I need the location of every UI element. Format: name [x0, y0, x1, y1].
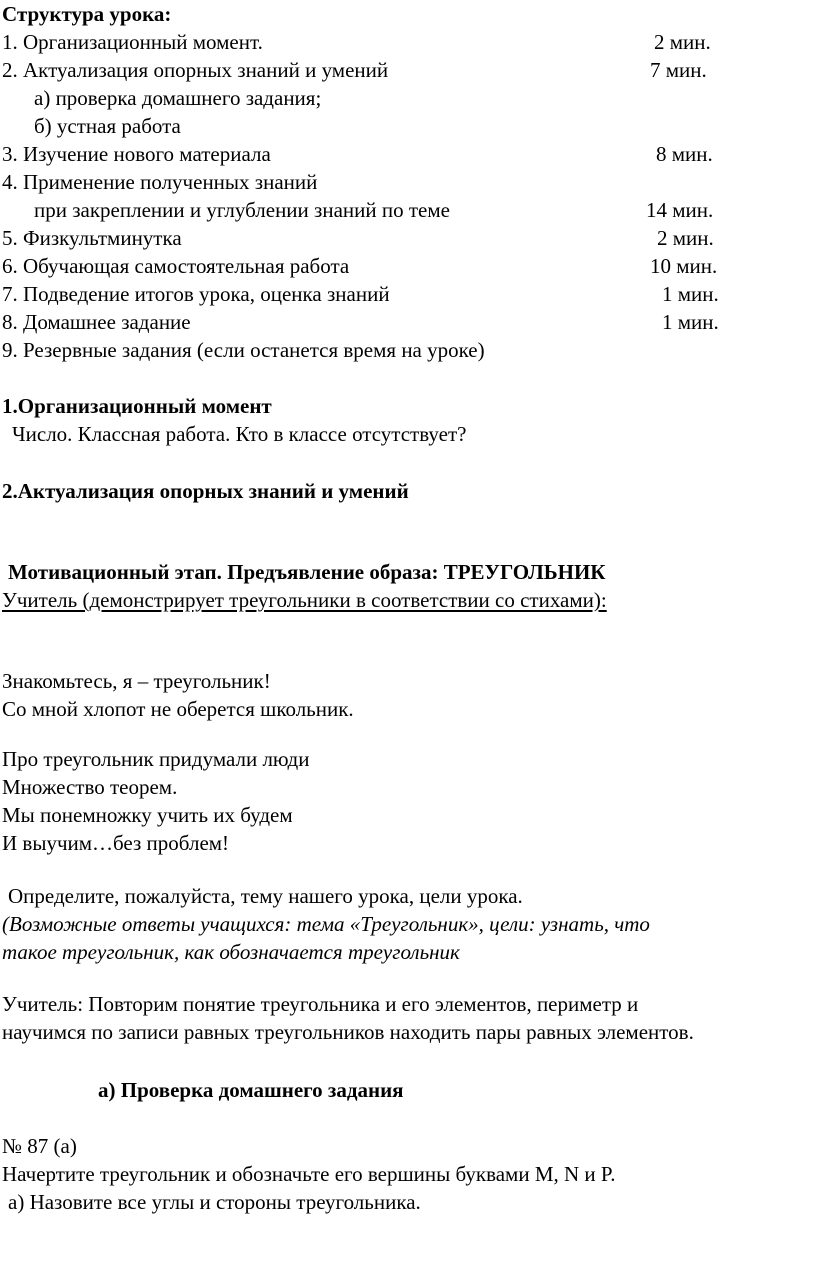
structure-item-time: 10 мин. — [650, 254, 718, 278]
teacher-text: научимся по записи равных треугольников находить пары равных элементов. — [2, 1020, 694, 1044]
structure-item-label: при закреплении и углублении знаний по теме — [34, 198, 450, 222]
structure-item-label: 5. Физкультминутка — [2, 226, 182, 250]
structure-item-time: 7 мин. — [650, 58, 707, 82]
structure-item-time: 8 мин. — [656, 142, 713, 166]
structure-heading: Структура урока: — [2, 2, 172, 26]
section1-text: Число. Классная работа. Кто в классе отсутствует? — [12, 422, 467, 446]
exercise-subtask: а) Назовите все углы и стороны треугольника. — [8, 1190, 421, 1214]
structure-item-label: 7. Подведение итогов урока, оценка знаний — [2, 282, 390, 306]
poem-line: И выучим…без проблем! — [2, 831, 230, 855]
answer-line: такое треугольник, как обозначается треугольник — [2, 940, 460, 964]
answer-line: (Возможные ответы учащихся: тема «Треугольник», цели: узнать, что — [2, 912, 650, 936]
poem-line: Знакомьтесь, я – треугольник! — [2, 669, 271, 693]
exercise-task: Начертите треугольник и обозначьте его вершины буквами M, N и P. — [2, 1162, 616, 1186]
structure-item-time: 1 мин. — [662, 310, 719, 334]
poem-line: Про треугольник придумали люди — [2, 747, 310, 771]
question-text: Определите, пожалуйста, тему нашего урока, цели урока. — [8, 884, 523, 908]
section2-heading: 2.Актуализация опорных знаний и умений — [2, 479, 409, 503]
structure-item-label: 8. Домашнее задание — [2, 310, 191, 334]
structure-item-time: 2 мин. — [654, 30, 711, 54]
structure-item-label: 3. Изучение нового материала — [2, 142, 271, 166]
structure-item-time: 2 мин. — [657, 226, 714, 250]
structure-item-label: 9. Резервные задания (если останется время на уроке) — [2, 338, 485, 362]
structure-item-label: 1. Организационный момент. — [2, 30, 263, 54]
structure-item-time: 14 мин. — [646, 198, 714, 222]
poem-line: Мы понемножку учить их будем — [2, 803, 293, 827]
poem-line: Множество теорем. — [2, 775, 178, 799]
exercise-number: № 87 (а) — [2, 1134, 77, 1158]
poem-line: Со мной хлопот не оберется школьник. — [2, 697, 354, 721]
structure-item-label: 6. Обучающая самостоятельная работа — [2, 254, 350, 278]
structure-item-label: 4. Применение полученных знаний — [2, 170, 318, 194]
structure-item-label: а) проверка домашнего задания; — [34, 86, 322, 110]
structure-item-label: 2. Актуализация опорных знаний и умений — [2, 58, 389, 82]
motivation-heading: Мотивационный этап. Предъявление образа: ТРЕУГОЛЬНИК — [8, 560, 606, 584]
structure-item-time: 1 мин. — [662, 282, 719, 306]
teacher-text: Учитель: Повторим понятие треугольника и его элементов, периметр и — [2, 992, 639, 1016]
section1-heading: 1.Организационный момент — [2, 394, 272, 418]
teacher-demo-line: Учитель (демонстрирует треугольники в соответствии со стихами): — [2, 588, 607, 612]
homework-heading: а) Проверка домашнего задания — [98, 1078, 404, 1102]
structure-item-label: б) устная работа — [34, 114, 181, 138]
